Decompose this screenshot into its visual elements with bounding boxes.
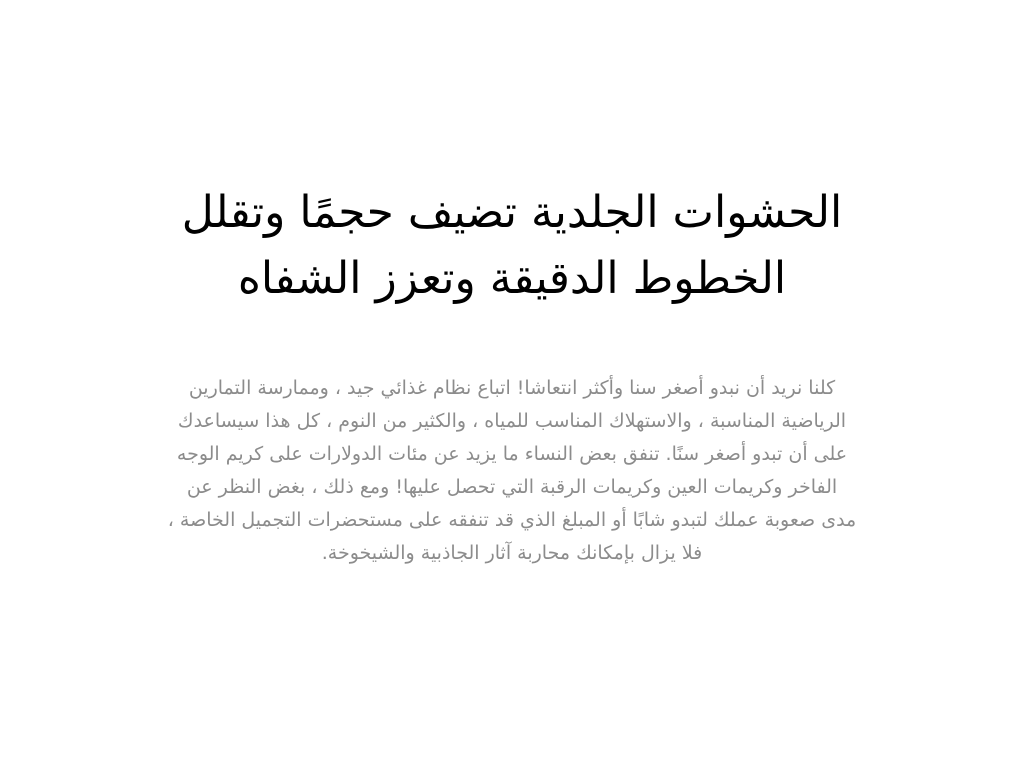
slide-body-text (104, 372, 920, 570)
body-line: الفاخر وكريمات العين وكريمات الرقبة التي تحصل عليها! ومع ذلك ، بغض النظر عن (186, 476, 838, 498)
body-line: الرياضية المناسبة ، والاستهلاك المناسب للمياه ، والكثير من النوم ، كل هذا سيساعدك (177, 410, 847, 432)
body-line: على أن تبدو أصغر سنًا. تنفق بعض النساء ما يزيد عن مئات الدولارات على كريم الوجه (176, 443, 848, 465)
slide-title-line: الخطوط الدقيقة وتعزز الشفاه (237, 253, 787, 304)
body-line: فلا يزال بإمكانك محاربة آثار الجاذبية والشيخوخة. (321, 542, 703, 564)
body-line: مدى صعوبة عملك لتبدو شابًا أو المبلغ الذي قد تنفقه على مستحضرات التجميل الخاصة ، (167, 509, 857, 531)
body-line: كلنا نريد أن نبدو أصغر سنا وأكثر انتعاشا! اتباع نظام غذائي جيد ، وممارسة التمارين (188, 377, 836, 399)
slide-title (110, 180, 914, 312)
slide-title-line: الحشوات الجلدية تضيف حجمًا وتقلل (181, 187, 843, 238)
